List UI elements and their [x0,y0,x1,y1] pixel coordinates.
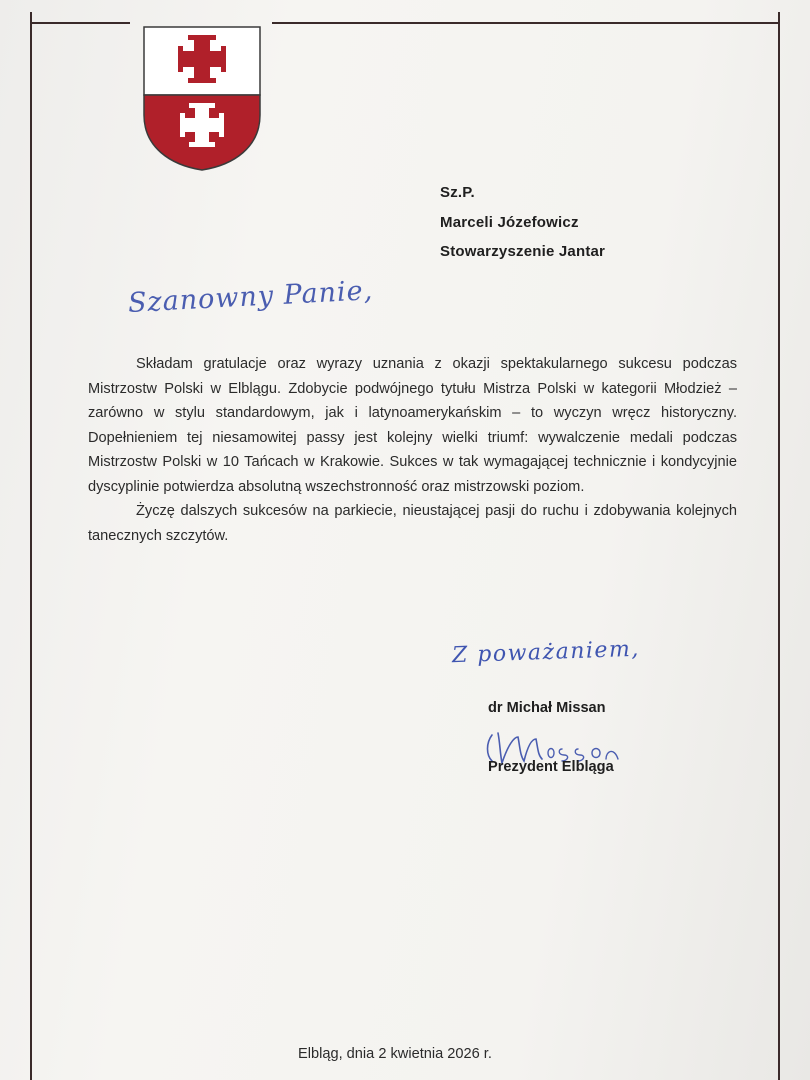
date-line: Elbląg, dnia 2 kwietnia 2026 r. [298,1046,492,1062]
handwritten-salutation: Szanowny Panie, [127,275,374,319]
recipient-organization: Stowarzyszenie Jantar [440,243,606,260]
body-paragraph-2: Życzę dalszych sukcesów na parkiecie, nieustającej pasji do ruchu i zdobywania kolejnych tanecznych szczytów. [88,503,737,544]
frame-top-left [30,22,130,24]
letter-body [88,352,737,548]
frame-left [30,12,32,1080]
frame-top-right [272,22,780,24]
body-paragraph-1: Składam gratulacje oraz wyrazy uznania z okazji spektakularnego sukcesu podczas Mistrzostw Polski w Elblągu. Zdobycie podwójnego tytułu Mistrza Polski w kategorii Młodzież – zarówno w stylu standardowym, jak i latynoamerykańskim – to wyczyn wręcz historyczny. Dopełnieniem tej niesamowitej passy jest kolejny wielki triumf: wywalczenie medali podczas Mistrzostw Polski w 10 Tańcach w Krakowie. Sukces w tak wymagającej technicznie i kondycyjnie dyscyplinie potwierdza absolutną wszechstronność oraz mistrzowski poziom. [88,356,737,495]
recipient-name: Marceli Józefowicz [440,214,579,231]
frame-right [778,12,780,1080]
recipient-honorific: Sz.P. [440,184,475,201]
elblag-coat-of-arms-icon [142,25,262,171]
handwritten-closing: Z poważaniem, [451,636,641,669]
signatory-name: dr Michał Missan [488,700,606,716]
signatory-title: Prezydent Elbląga [488,759,614,775]
